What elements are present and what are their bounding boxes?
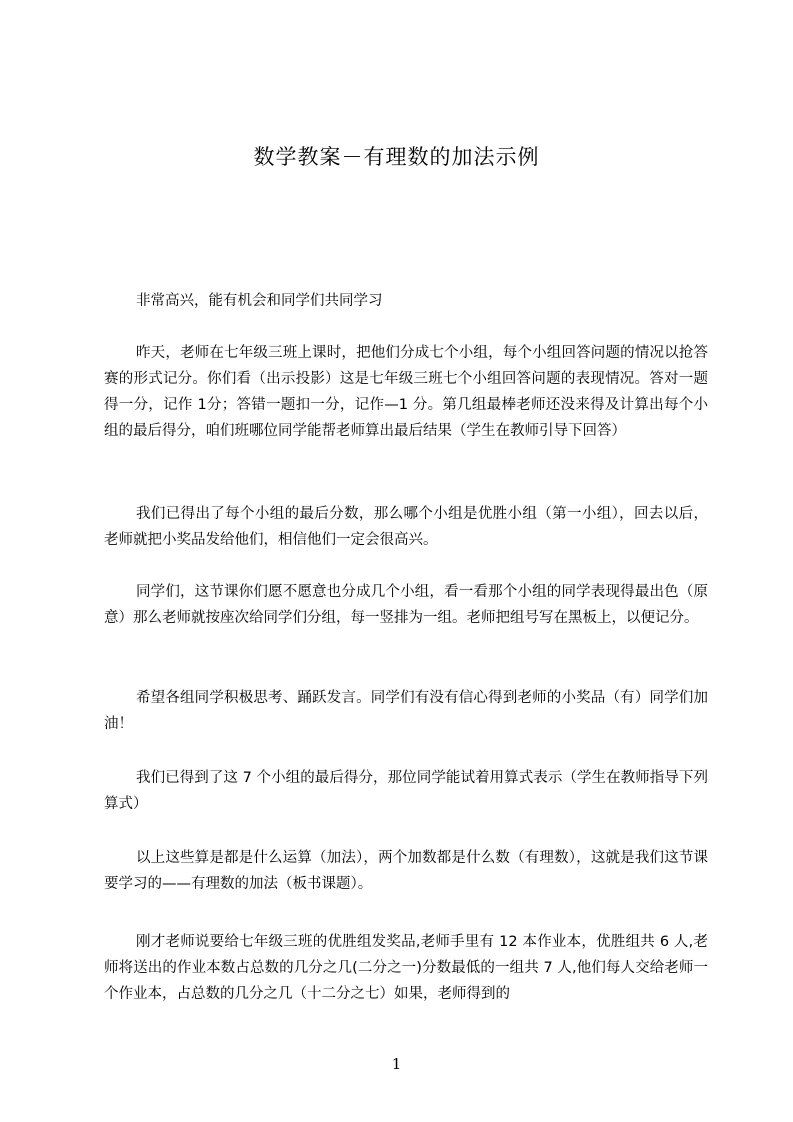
paragraph-write-expressions: 我们已得到了这 7 个小组的最后得分，那位同学能试着用算式表示（学生在教师指导下列算式） [104,770,708,812]
page-number: 1 [391,1055,402,1073]
paragraph-greeting: 非常高兴，能有机会和同学们共同学习 [136,293,383,309]
paragraph-encouragement: 希望各组同学积极思考、踊跃发言。同学们有没有信心得到老师的小奖品（有）同学们加油！ [104,690,708,732]
paragraph-lesson-topic: 以上这些算是都是什么运算（加法），两个加数都是什么数（有理数），这就是我们这节课要学习的——有理数的加法（板书课题）。 [104,850,708,892]
document-title: 数学教案－有理数的加法示例 [253,145,540,169]
paragraph-winning-group: 我们已得出了每个小组的最后分数，那么哪个小组是优胜小组（第一小组），回去以后，老师就把小奖品发给他们，相信他们一定会很高兴。 [104,506,708,548]
paragraph-prize-example: 刚才老师说要给七年级三班的优胜组发奖品,老师手里有 12 本作业本，优胜组共 6 人,老师将送出的作业本数占总数的几分之几(二分之一)分数最低的一组共 7 人,他们每人交给老师一个作业本，占总数的几分之几（十二分之七）如果，老师得到的 [104,934,708,1002]
paragraph-yesterday-class: 昨天，老师在七年级三班上课时，把他们分成七个小组，每个小组回答问题的情况以抢答赛的形式记分。你们看（出示投影）这是七年级三班七个小组回答问题的表现情况。答对一题得一分，记作 1分；答错一题扣一分，记作—1 分。第几组最棒老师还没来得及计算出每个小组的最后得分，咱们班哪位同学能帮老师算出最后结果（学生在教师引导下回答） [104,345,708,439]
paragraph-form-groups: 同学们，这节课你们愿不愿意也分成几个小组，看一看那个小组的同学表现得最出色（原意）那么老师就按座次给同学们分组，每一竖排为一组。老师把组号写在黑板上，以便记分。 [104,584,708,626]
